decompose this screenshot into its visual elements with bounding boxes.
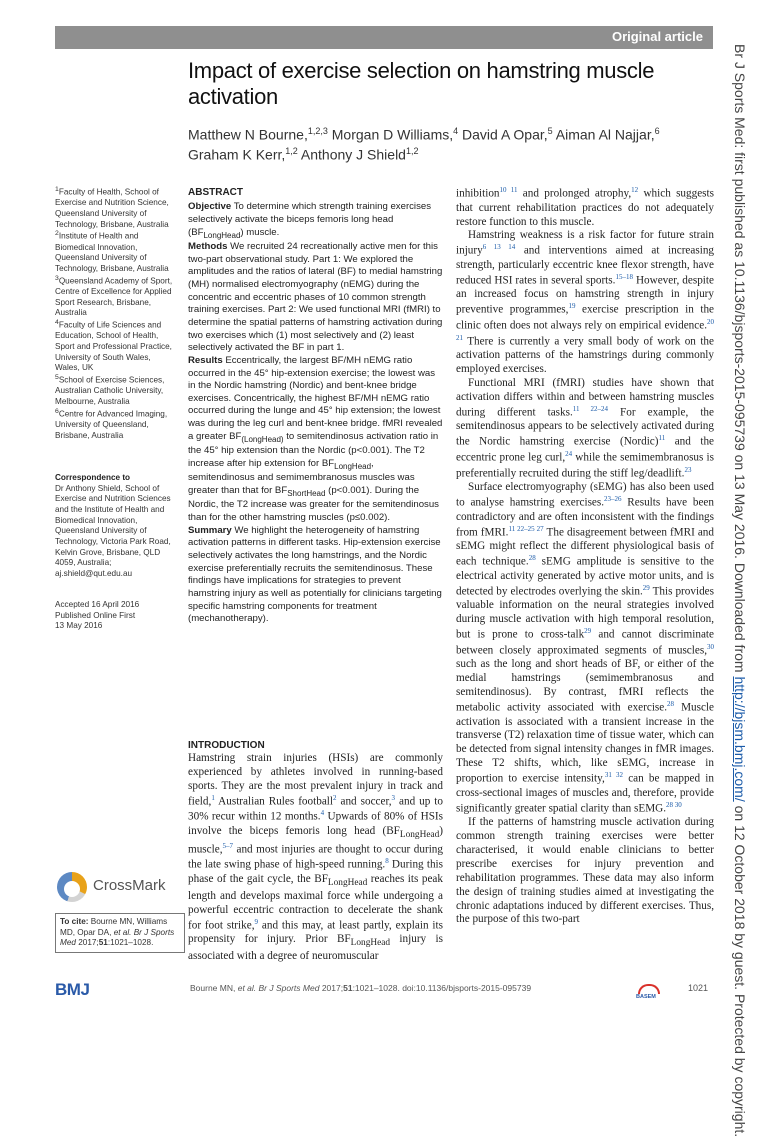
author-affiliation-ref: 1,2,3 xyxy=(307,126,328,136)
citation-link[interactable]: 15–18 xyxy=(615,272,633,281)
abstract-results: Results Eccentrically, the largest BF/MH nEMG ratio occurred in the 45° hip-extension exercise; the lowest was in the Nordic hamstring (Nordic) and bent-knee bridge exercises. Concentrically, the highest BF/MH nEMG ratio occurred during the lunge and 45° hip extension; the lowest was during the leg curl and bent-knee bridge. fMRI revealed a greater $BF_{(LongHead)}$ to semitendinosus activation ratio in the 45° hip extension than the Nordic (p<0.001). The T2 increase after hip extension for $BF_{LongHead}$, semitendinosus and semimembranosus muscles was greater than that for $BF_{ShortHead}$ (p<0.001). During the Nordic, the T2 increase was greater for the semitendinosus than for the other hamstring muscles (p≤0.002). xyxy=(188,354,443,524)
author: Matthew N Bourne, xyxy=(188,126,308,143)
body-column-right xyxy=(456,186,714,927)
page-number: 1021 xyxy=(688,983,709,993)
abstract-methods: Methods We recruited 24 recreationally active men for this two-part observational study. Part 1: We explored the amplitudes and the ratios of lateral (BF) to medial hamstring (MH) normalised electromyography (nEMG) during the concentric and eccentric phases of 10 common strength training exercises. Part 2: We used functional MRI (fMRI) to determine the spatial patterns of hamstring activation during two exercises which (1) most selectively and (2) least selectively activated the BF in part 1. xyxy=(188,240,443,354)
citation-box: To cite: Bourne MN, Williams MD, Opar DA, et al. Br J Sports Med 2017;51:1021–1028. xyxy=(55,913,185,953)
citation-link[interactable]: 11 xyxy=(658,434,666,443)
citation-link[interactable]: 31 32 xyxy=(604,771,623,780)
introduction xyxy=(188,740,443,964)
affiliation: $^1$Faculty of Health, School of Exercise and Nutrition Science, Queensland University of Technology, Brisbane, Australia xyxy=(55,186,169,229)
author-list xyxy=(188,125,708,164)
citation-box-label: To cite: xyxy=(60,917,89,926)
abstract-objective: Objective To determine which strength training exercises selectively activate the biceps femoris long head $(BF_{LongHead})$ muscle. xyxy=(188,201,431,240)
crossmark-label: CrossMark xyxy=(93,877,166,894)
article-type-label: Original article xyxy=(611,29,703,44)
correspondence-text: Dr Anthony Shield, School of Exercise and Nutrition Sciences and the Institute of Health and Biomedical Innovation, Queensland University of Technology, Victoria Park Road, Kelvin Grove, Brisbane, QLD 4059, Australia; aj.shield@qut.edu.au xyxy=(55,483,171,578)
citation-link[interactable]: 6 13 14 xyxy=(482,243,516,252)
citation-link[interactable]: 23–26 xyxy=(604,495,622,504)
published-label: Published Online First xyxy=(55,610,136,620)
abstract-heading: ABSTRACT xyxy=(188,187,243,198)
citation-link[interactable]: 2 xyxy=(333,793,337,802)
citation-link[interactable]: 19 xyxy=(568,302,576,311)
author: Morgan D Williams, xyxy=(327,126,454,143)
affiliation: $^5$School of Exercise Sciences, Australian Catholic University, Melbourne, Australia xyxy=(55,374,165,407)
citation-link[interactable]: 5–7 xyxy=(222,841,233,850)
citation-link[interactable]: 23 xyxy=(684,465,692,474)
journal-link[interactable]: http://bjsm.bmj.com/ xyxy=(732,676,748,802)
affiliation: $^2$Institute of Health and Biomedical Innovation, Queensland University of Technology, Brisbane, Australia xyxy=(55,230,169,274)
citation-link[interactable]: 3 xyxy=(391,793,396,802)
body-paragraph: Hamstring weakness is a risk factor for future strain injury$^{6 13 14}$ and interventions aimed at increasing strength, particularly eccentric knee flexor strength, have reduced HSI rates in several sports.$^{15-18}$ However, despite an increased focus on hamstring strength in injury preventive programmes,$^{19}$ exercise prescription in the clinic often does not always rely on empirical evidence.$^{20 21}$ There is currently a very small body of work on the activation patterns of the hamstrings during commonly employed exercises. xyxy=(456,229,715,376)
body-paragraph: Surface electromyography (sEMG) has also been used to analyse hamstring exercises.$^{23-26}$ Results have been contradictory and are often inconsistent with the findings from fMRI.$^{11 22-25 27}$ The disagreement between fMRI and sEMG might reflect the different physiological basis of each technique.$^{28}$ sEMG amplitude is sensitive to the electrical activity generated by active motor units, and is detected by electrodes overlying the skin.$^{29}$ This provides valuable information on the neural strategies involved during muscle activation with high temporal resolution, but is prone to cross-talk$^{29}$ and cannot discriminate between closely approximated segments of muscles,$^{30}$ such as the long and short heads of BF, or either of the medial hamstrings (semimembranosus and semitendinosus). By contrast, fMRI reflects the metabolic activity associated with exercise.$^{28}$ Muscle activation is associated with a transient increase in the transverse (T2) relaxation time of tissue water, which can be detected from signal intensity changes in fMR images. These T2 shifts, which, like sEMG, increase in proportion to exercise intensity,$^{31 32}$ can be mapped in cross-sectional images of muscles and, therefore, provide significantly greater spatial clarity than sEMG.$^{28 30}$ xyxy=(456,481,715,815)
crossmark-badge[interactable] xyxy=(57,870,187,904)
author: David A Opar, xyxy=(458,126,548,143)
page-footer: Bourne MN, et al. Br J Sports Med 2017;51:1021–1028. doi:10.1136/bjsports-2015-095739 xyxy=(190,983,532,993)
introduction-heading: INTRODUCTION xyxy=(188,740,265,751)
citation-link[interactable]: 28 30 xyxy=(666,800,682,809)
citation-link[interactable]: 4 xyxy=(320,809,325,818)
abstract-summary: Summary We highlight the heterogeneity of hamstring activation patterns in different tasks. Hip-extension exercise selectively activates the long hamstrings, and the Nordic exercise preferentially recruits the semitendinosus. These findings have implications for strategies to prevent hamstring injury as well as potentially for clinicians targeting specific hamstring components for treatment (mechanotherapy). xyxy=(188,524,442,625)
citation-link[interactable]: 28 xyxy=(528,554,536,563)
author: Aiman Al Najjar, xyxy=(552,126,655,143)
citation-link[interactable]: 30 xyxy=(707,642,714,651)
author-affiliation-ref: 5 xyxy=(547,126,553,136)
correspondence xyxy=(55,473,175,580)
citation-link[interactable]: 8 xyxy=(385,857,389,866)
author-affiliation-ref: 1,2 xyxy=(405,145,419,156)
affiliation: $^6$Centre for Advanced Imaging, University of Queensland, Brisbane, Australia xyxy=(55,407,168,440)
introduction-paragraph: Hamstring strain injuries (HSIs) are commonly experienced by athletes involved in running-based sports. They are the most prevalent injury in track and field,$^1$ Australian Rules football$^2$ and soccer,$^3$ and up to 30% recur within 12 months.$^4$ Upwards of 80% of HSIs involve the biceps femoris long head $(BF_{LongHead})$ muscle,$^{5-7}$ and most injuries are thought to occur during the late swing phase of high-speed running.$^8$ During this phase of the gait cycle, the $BF_{LongHead}$ reaches its peak length and develops maximal force while undergoing a powerful eccentric contraction to decelerate the shank for foot strike,$^9$ and this may, at least partly, explain its propensity for injury. Prior $BF_{LongHead}$ injury is associated with a degree of neuromuscular xyxy=(188,752,444,962)
citation-link[interactable]: 28 xyxy=(667,699,675,708)
published-date: 13 May 2016 xyxy=(55,621,103,631)
basem-logo: BASEM xyxy=(636,984,660,998)
abstract xyxy=(188,186,443,626)
accepted-date: Accepted 16 April 2016 xyxy=(55,600,140,609)
body-paragraph: inhibition$^{10 11}$ and prolonged atrophy,$^{12}$ which suggests that current rehabilitation practices do not adequately restore function to this muscle. xyxy=(456,186,714,228)
body-paragraph: If the patterns of hamstring muscle activation during common strength training exercises were better characterised, it would enable clinicians to better prescribe exercises for injury prevention and rehabilitation programmes. These data may also inform the design of training studies aimed at investigating the chronic adaptations induced by different exercises. Thus, the purpose of this two-part xyxy=(456,816,714,926)
article-dates xyxy=(55,600,175,632)
citation-link[interactable]: 10 11 xyxy=(499,186,518,194)
citation-link[interactable]: 12 xyxy=(631,186,639,194)
article-type-banner xyxy=(55,26,713,49)
article-title: Impact of exercise selection on hamstring muscle activation xyxy=(188,58,655,109)
citation-link[interactable]: 11 22–25 27 xyxy=(508,524,544,533)
author: Anthony J Shield xyxy=(297,146,406,163)
author-affiliation-ref: 1,2 xyxy=(285,145,298,156)
citation-link[interactable]: 9 xyxy=(254,917,258,926)
correspondence-heading: Correspondence to xyxy=(55,473,131,482)
affiliation: $^3$Queensland Academy of Sport, Centre of Excellence for Applied Sport Research, Brisbane, Australia xyxy=(55,274,173,318)
citation-link[interactable]: 24 xyxy=(565,449,573,458)
citation-link[interactable]: 1 xyxy=(211,793,215,802)
citation-link[interactable]: 20 21 xyxy=(456,317,714,342)
body-paragraph: Functional MRI (fMRI) studies have shown that activation differs within and between hamstring muscles during different tasks.$^{11 22-24}$ For example, the semitendinosus appears to be selectively activated during the Nordic hamstring exercise (Nordic)$^{11}$ and the eccentric prone leg curl,$^{24}$ while the semimembranosus is preferentially recruited during the stiff leg/deadlift.$^{23}$ xyxy=(456,376,714,480)
bmj-logo: BMJ xyxy=(55,980,90,999)
author: Graham K Kerr, xyxy=(188,146,286,163)
affiliations xyxy=(55,186,175,442)
citation-link[interactable]: 29 xyxy=(642,583,650,592)
crossmark-icon xyxy=(57,872,87,902)
author-affiliation-ref: 6 xyxy=(654,126,660,136)
citation-link[interactable]: 11 22–24 xyxy=(572,404,608,413)
affiliation: $^4$Faculty of Life Sciences and Education, School of Health, Sport and Professional Practice, University of South Wales, Wales, UK xyxy=(55,319,172,373)
download-notice: Br J Sports Med: first published as 10.1136/bjsports-2015-095739 on 13 May 2016. Downloaded from http://bjsm.bmj.com/ on 12 October 2018 by guest. Protected by copyright. xyxy=(732,44,748,1137)
author-affiliation-ref: 4 xyxy=(453,126,459,136)
citation-link[interactable]: 29 xyxy=(584,627,592,635)
